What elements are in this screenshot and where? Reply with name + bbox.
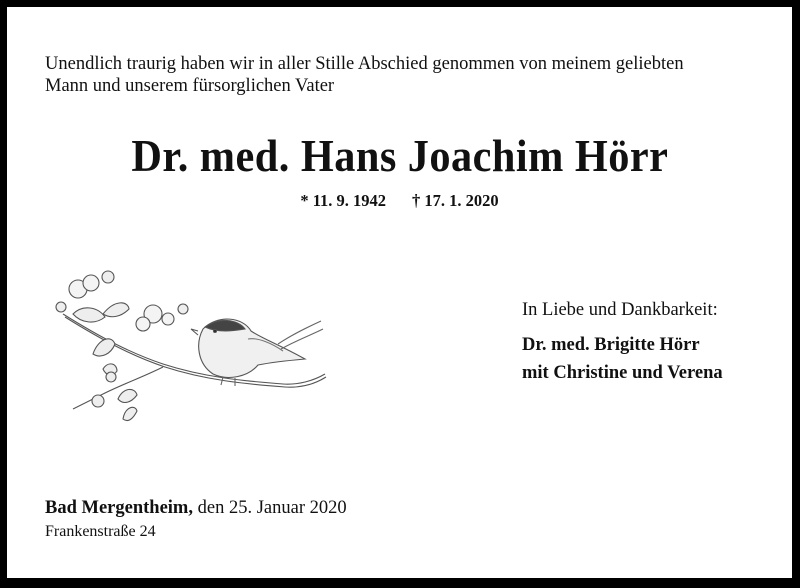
mourners-names [522, 331, 723, 387]
place-and-date [45, 497, 347, 519]
obituary-notice [7, 7, 792, 578]
deceased-name-text: Dr. med. Hans Joachim Hörr [130, 130, 669, 181]
address: Frankenstraße 24 [45, 523, 156, 540]
mourner-line-2: mit Christine und Verena [522, 363, 723, 383]
birth-date: * 11. 9. 1942 [300, 191, 387, 210]
intro-line-1: Unendlich traurig haben wir in aller Stille Abschied genommen von meinem geliebten [45, 54, 684, 74]
mourners-block [522, 296, 723, 387]
date: den 25. Januar 2020 [197, 498, 347, 518]
mourners-heading: In Liebe und Dankbarkeit: [522, 300, 718, 320]
intro-line-2: Mann und unserem fürsorglichen Vater [45, 76, 335, 96]
death-date: † 17. 1. 2020 [412, 191, 499, 210]
intro-text [45, 53, 684, 97]
deceased-name [7, 129, 792, 183]
mourner-line-1: Dr. med. Brigitte Hörr [522, 335, 700, 355]
bird-illustration-icon [43, 259, 333, 434]
life-dates [7, 191, 792, 211]
place: Bad Mergentheim, [45, 498, 193, 518]
